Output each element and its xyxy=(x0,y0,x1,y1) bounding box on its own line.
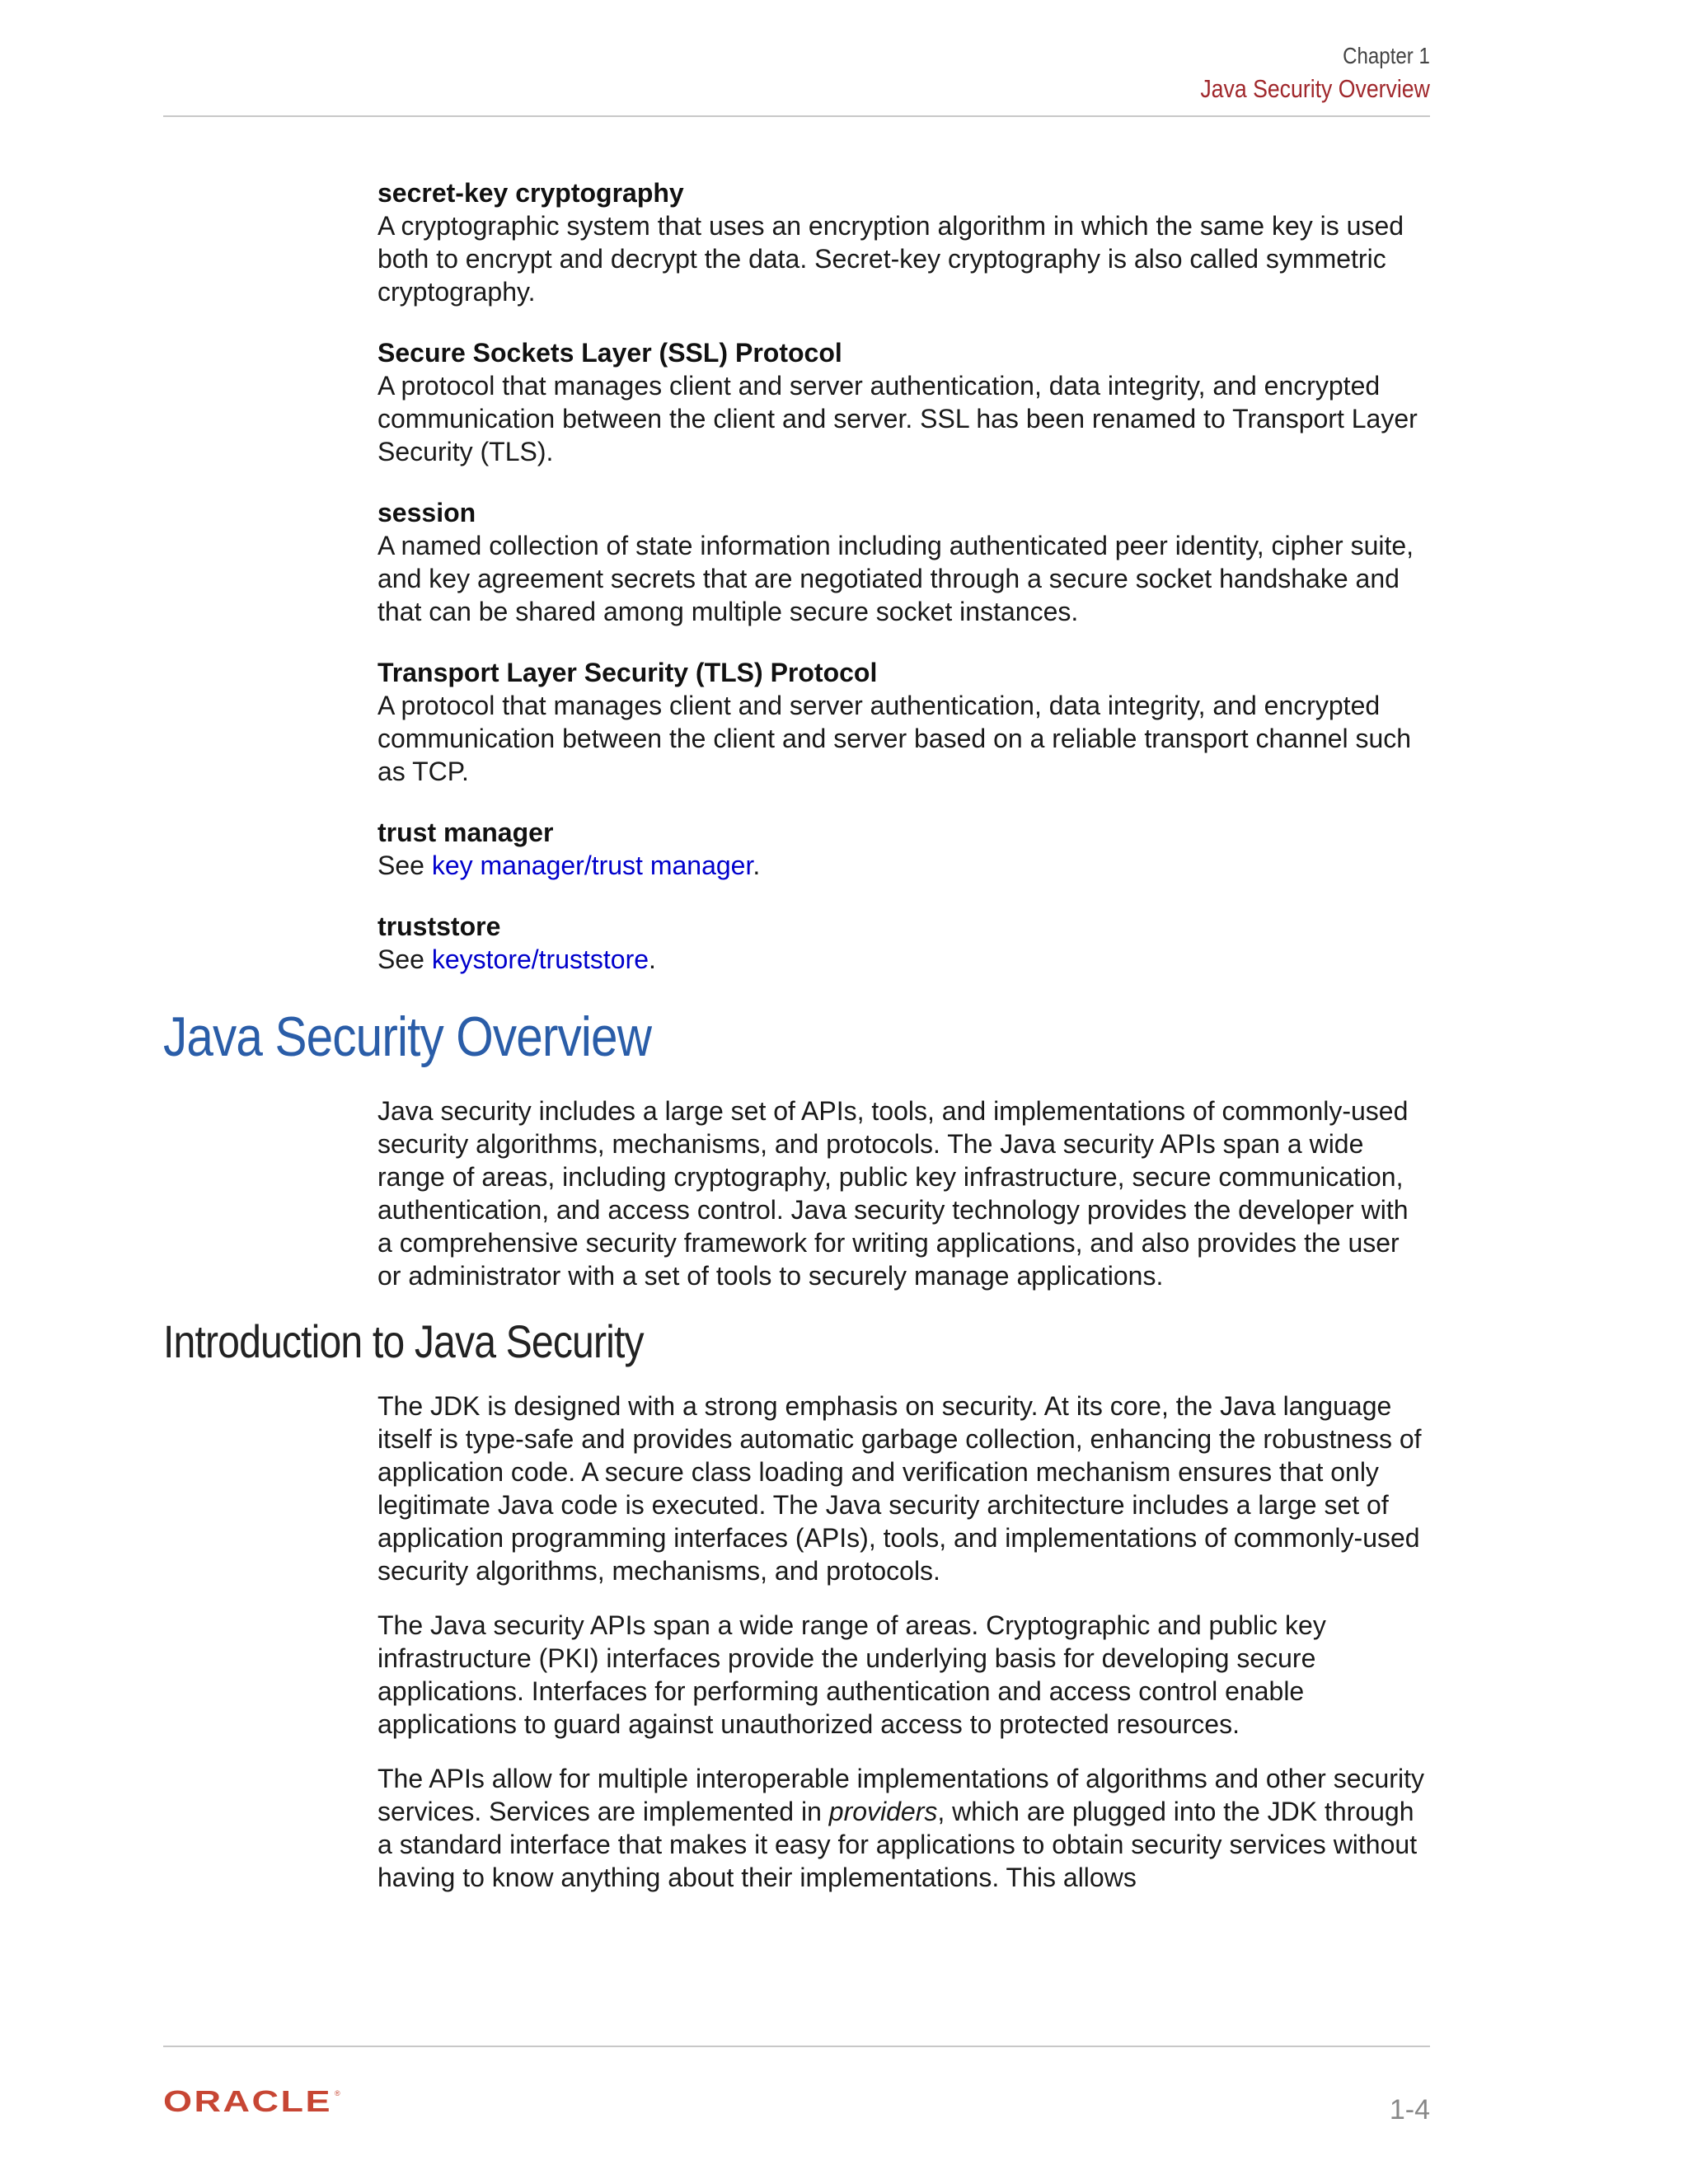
overview-body xyxy=(377,1094,1430,1292)
intro-body xyxy=(377,1390,1430,1894)
registered-mark-icon: ® xyxy=(335,2089,340,2097)
glossary-entry xyxy=(377,496,1430,628)
intro-heading: Introduction to Java Security xyxy=(163,1315,644,1367)
see-suffix: . xyxy=(753,851,761,880)
glossary-see-reference xyxy=(377,849,1430,882)
see-prefix: See xyxy=(377,944,432,974)
header-divider xyxy=(163,115,1430,117)
glossary-term: session xyxy=(377,498,476,527)
page-content xyxy=(163,176,1430,1915)
glossary-entry xyxy=(377,656,1430,788)
glossary-definition: A protocol that manages client and server authentication, data integrity, and encrypted communication between the client and server. SSL has been renamed to Transport Layer Security (TLS). xyxy=(377,371,1418,466)
glossary-see-reference xyxy=(377,943,1430,976)
overview-heading: Java Security Overview xyxy=(163,1005,652,1068)
glossary-definition: A protocol that manages client and server authentication, data integrity, and encrypted communication between the client and server based on a reliable transport channel such as TCP. xyxy=(377,691,1412,786)
header-section-title: Java Security Overview xyxy=(1200,74,1430,103)
glossary-term: Secure Sockets Layer (SSL) Protocol xyxy=(377,338,842,368)
glossary-entry xyxy=(377,910,1430,976)
glossary-entry xyxy=(377,816,1430,882)
overview-paragraph: Java security includes a large set of APIs, tools, and implementations of commonly-used security algorithms, mechanisms, and protocols. The Java security APIs span a wide range of areas, including cryptography, public key infrastructure, secure communication, authentication, and access control. Java security technology provides the developer with a comprehensive security framework for writing applications, and also provides the user or administrator with a set of tools to securely manage applications. xyxy=(377,1096,1409,1291)
intro-paragraph-2: The Java security APIs span a wide range of areas. Cryptographic and public key infrastructure (PKI) interfaces provide the underlying basis for developing secure applications. Interfaces for performing authentication and access control enable applications to guard against unauthorized access to protected resources. xyxy=(377,1610,1326,1739)
keystore-truststore-link[interactable]: keystore/truststore xyxy=(431,944,649,974)
glossary-term: Transport Layer Security (TLS) Protocol xyxy=(377,658,878,687)
oracle-logo xyxy=(163,2088,345,2116)
intro-paragraph-3 xyxy=(377,1762,1430,1894)
glossary-term: trust manager xyxy=(377,818,554,847)
header-chapter: Chapter 1 xyxy=(1343,43,1430,68)
glossary-entry xyxy=(377,176,1430,308)
providers-emphasis: providers xyxy=(828,1797,938,1826)
glossary-list xyxy=(377,176,1430,976)
p3-text-before: The APIs allow for multiple interoperable implementations of algorithms and other security services. Services are implemented in xyxy=(377,1764,1424,1826)
footer-divider xyxy=(163,2046,1430,2047)
glossary-definition: A named collection of state information including authenticated peer identity, cipher suite, and key agreement secrets that are negotiated through a secure socket handshake and that can be shared among multiple secure socket instances. xyxy=(377,531,1414,626)
running-header xyxy=(1163,40,1430,105)
glossary-term: truststore xyxy=(377,912,501,941)
glossary-term: secret-key cryptography xyxy=(377,178,684,208)
p3-text-after: , which are plugged into the JDK through a standard interface that makes it easy for applications to obtain security services without having to know anything about their implementations. This allows xyxy=(377,1797,1418,1892)
glossary-entry xyxy=(377,336,1430,468)
key-manager-trust-manager-link[interactable]: key manager/trust manager xyxy=(431,851,753,880)
glossary-definition: A cryptographic system that uses an encryption algorithm in which the same key is used both to encrypt and decrypt the data. Secret-key cryptography is also called symmetric cryptography. xyxy=(377,211,1404,307)
see-suffix: . xyxy=(649,944,656,974)
see-prefix: See xyxy=(377,851,432,880)
oracle-logo-text: ORACLE xyxy=(163,2088,332,2116)
page-number: 1-4 xyxy=(1389,2094,1430,2125)
intro-paragraph-1: The JDK is designed with a strong emphasis on security. At its core, the Java language itself is type-safe and provides automatic garbage collection, enhancing the robustness of application code. A secure class loading and verification mechanism ensures that only legitimate Java code is executed. The Java security architecture includes a large set of application programming interfaces (APIs), tools, and implementations of commonly-used security algorithms, mechanisms, and protocols. xyxy=(377,1391,1422,1586)
